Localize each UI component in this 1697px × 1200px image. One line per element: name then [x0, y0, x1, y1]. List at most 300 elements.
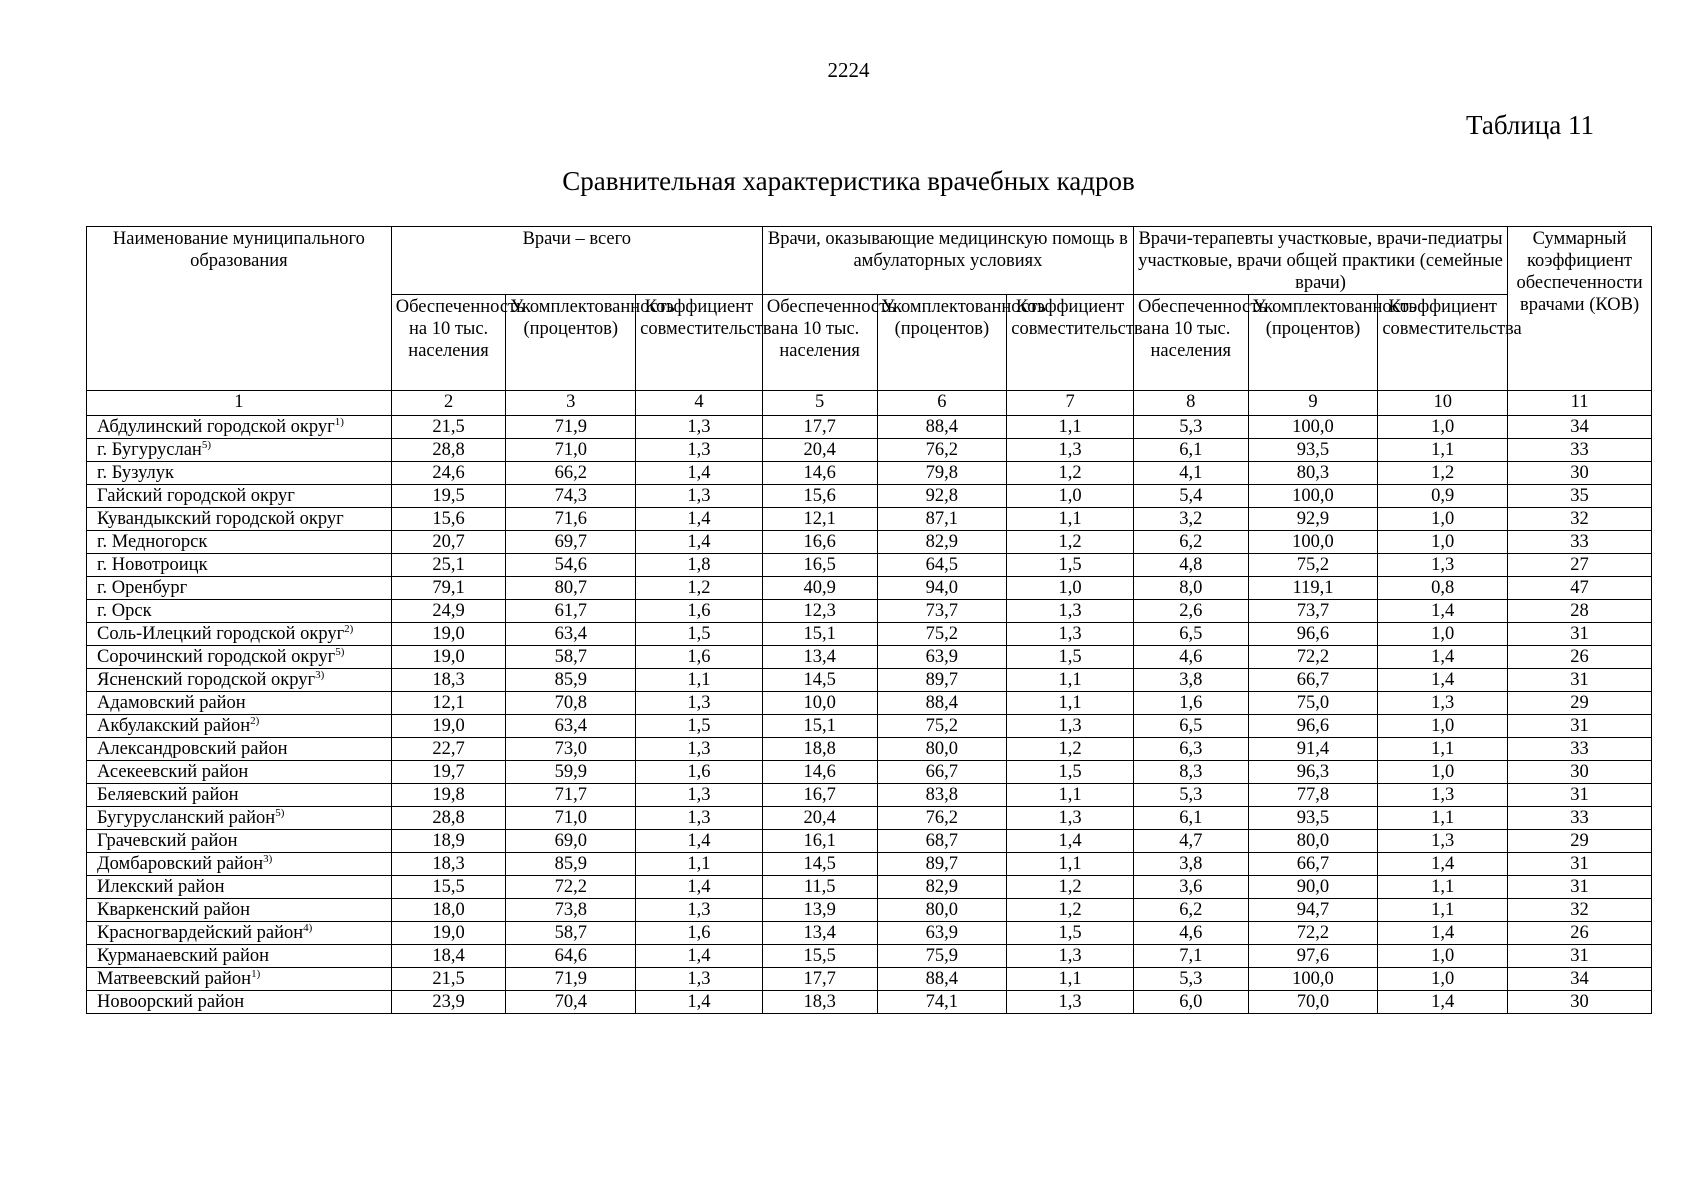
value-cell: 1,0 [1378, 623, 1508, 646]
municipality-name-cell [87, 554, 392, 577]
value-cell: 88,4 [877, 692, 1007, 715]
municipality-name: г. Бузулук [97, 463, 174, 483]
table-row [87, 485, 1652, 508]
value-cell: 25,1 [391, 554, 506, 577]
municipality-name: г. Оренбург [97, 578, 188, 598]
header-coefficient: Коэффициент совместительства [636, 295, 763, 391]
value-cell: 18,9 [391, 830, 506, 853]
value-cell: 66,7 [1248, 853, 1378, 876]
value-cell: 3,6 [1133, 876, 1248, 899]
value-cell: 15,1 [762, 623, 877, 646]
value-cell: 1,1 [1378, 899, 1508, 922]
value-cell: 31 [1508, 669, 1652, 692]
municipality-name: Домбаровский район [97, 854, 264, 874]
municipality-name-cell [87, 715, 392, 738]
value-cell: 100,0 [1248, 968, 1378, 991]
municipality-name: Бугурусланский район [97, 808, 276, 828]
value-cell: 1,6 [636, 600, 763, 623]
value-cell: 47 [1508, 577, 1652, 600]
footnote-marker: 2) [250, 714, 260, 727]
value-cell: 93,5 [1248, 807, 1378, 830]
value-cell: 1,2 [636, 577, 763, 600]
value-cell: 80,3 [1248, 462, 1378, 485]
value-cell: 26 [1508, 922, 1652, 945]
value-cell: 17,7 [762, 968, 877, 991]
value-cell: 1,1 [1007, 416, 1134, 439]
value-cell: 1,4 [1378, 646, 1508, 669]
municipality-name: Красногвардейский район [97, 923, 304, 943]
value-cell: 75,9 [877, 945, 1007, 968]
value-cell: 5,3 [1133, 784, 1248, 807]
municipality-name: Асекеевский район [97, 762, 249, 782]
value-cell: 68,7 [877, 830, 1007, 853]
value-cell: 1,5 [1007, 554, 1134, 577]
value-cell: 1,0 [1378, 968, 1508, 991]
value-cell: 6,1 [1133, 439, 1248, 462]
value-cell: 92,8 [877, 485, 1007, 508]
column-number: 4 [636, 391, 763, 416]
municipality-name: Новоорский район [97, 992, 245, 1012]
value-cell: 1,3 [1378, 692, 1508, 715]
value-cell: 1,4 [636, 945, 763, 968]
municipality-name: Матвеевский район [97, 969, 252, 989]
value-cell: 100,0 [1248, 485, 1378, 508]
value-cell: 1,1 [636, 669, 763, 692]
header-staffing: Укомплектованность (процентов) [1248, 295, 1378, 391]
value-cell: 1,3 [636, 968, 763, 991]
value-cell: 20,4 [762, 807, 877, 830]
value-cell: 19,0 [391, 623, 506, 646]
municipality-name: Грачевский район [97, 831, 238, 851]
value-cell: 12,3 [762, 600, 877, 623]
value-cell: 1,5 [1007, 922, 1134, 945]
column-number: 1 [87, 391, 392, 416]
value-cell: 19,8 [391, 784, 506, 807]
value-cell: 92,9 [1248, 508, 1378, 531]
value-cell: 1,4 [1378, 991, 1508, 1014]
value-cell: 4,6 [1133, 646, 1248, 669]
footnote-marker: 3) [315, 668, 325, 681]
value-cell: 66,7 [877, 761, 1007, 784]
table-row [87, 853, 1652, 876]
footnote-marker: 3) [263, 852, 273, 865]
value-cell: 14,6 [762, 761, 877, 784]
value-cell: 6,3 [1133, 738, 1248, 761]
value-cell: 24,9 [391, 600, 506, 623]
value-cell: 8,3 [1133, 761, 1248, 784]
value-cell: 1,0 [1378, 715, 1508, 738]
value-cell: 6,2 [1133, 531, 1248, 554]
value-cell: 1,2 [1007, 531, 1134, 554]
value-cell: 4,6 [1133, 922, 1248, 945]
table-row [87, 692, 1652, 715]
value-cell: 22,7 [391, 738, 506, 761]
table-row [87, 761, 1652, 784]
table-row [87, 876, 1652, 899]
header-name-column: Наименование муниципального образования [87, 227, 392, 391]
value-cell: 74,3 [506, 485, 636, 508]
value-cell: 6,0 [1133, 991, 1248, 1014]
value-cell: 71,7 [506, 784, 636, 807]
value-cell: 5,4 [1133, 485, 1248, 508]
value-cell: 75,0 [1248, 692, 1378, 715]
header-coefficient: Коэффициент совместительства [1007, 295, 1134, 391]
municipality-name: Ясненский городской округ [97, 670, 316, 690]
value-cell: 1,0 [1007, 577, 1134, 600]
value-cell: 20,7 [391, 531, 506, 554]
municipality-name-cell [87, 531, 392, 554]
value-cell: 1,0 [1378, 761, 1508, 784]
value-cell: 1,1 [1378, 738, 1508, 761]
value-cell: 4,1 [1133, 462, 1248, 485]
value-cell: 1,5 [636, 623, 763, 646]
header-staffing: Укомплектованность (процентов) [877, 295, 1007, 391]
value-cell: 82,9 [877, 876, 1007, 899]
value-cell: 1,6 [636, 922, 763, 945]
municipality-name-cell [87, 830, 392, 853]
value-cell: 18,4 [391, 945, 506, 968]
table-row [87, 830, 1652, 853]
value-cell: 1,2 [1007, 738, 1134, 761]
value-cell: 80,0 [877, 738, 1007, 761]
municipality-name: Курманаевский район [97, 946, 270, 966]
value-cell: 75,2 [877, 715, 1007, 738]
value-cell: 70,0 [1248, 991, 1378, 1014]
value-cell: 80,7 [506, 577, 636, 600]
footnote-marker: 2) [344, 622, 354, 635]
header-group-all-doctors: Врачи – всего [391, 227, 762, 295]
value-cell: 71,6 [506, 508, 636, 531]
value-cell: 6,5 [1133, 715, 1248, 738]
value-cell: 71,0 [506, 439, 636, 462]
municipality-name-cell [87, 991, 392, 1014]
value-cell: 1,3 [1007, 623, 1134, 646]
value-cell: 1,5 [636, 715, 763, 738]
value-cell: 1,5 [1007, 761, 1134, 784]
value-cell: 1,0 [1378, 531, 1508, 554]
value-cell: 34 [1508, 416, 1652, 439]
value-cell: 30 [1508, 462, 1652, 485]
value-cell: 1,3 [636, 899, 763, 922]
value-cell: 31 [1508, 623, 1652, 646]
municipality-name-cell [87, 462, 392, 485]
municipality-name-cell [87, 508, 392, 531]
municipality-name-cell [87, 945, 392, 968]
value-cell: 58,7 [506, 922, 636, 945]
municipality-name-cell [87, 485, 392, 508]
value-cell: 100,0 [1248, 531, 1378, 554]
value-cell: 72,2 [506, 876, 636, 899]
value-cell: 14,5 [762, 669, 877, 692]
value-cell: 2,6 [1133, 600, 1248, 623]
value-cell: 28,8 [391, 807, 506, 830]
value-cell: 14,5 [762, 853, 877, 876]
page-number: 2224 [827, 58, 870, 82]
value-cell: 82,9 [877, 531, 1007, 554]
value-cell: 31 [1508, 876, 1652, 899]
value-cell: 1,3 [1007, 600, 1134, 623]
value-cell: 3,2 [1133, 508, 1248, 531]
municipality-name-cell [87, 876, 392, 899]
value-cell: 97,6 [1248, 945, 1378, 968]
value-cell: 3,8 [1133, 853, 1248, 876]
value-cell: 23,9 [391, 991, 506, 1014]
value-cell: 31 [1508, 715, 1652, 738]
value-cell: 1,4 [636, 876, 763, 899]
value-cell: 6,1 [1133, 807, 1248, 830]
value-cell: 1,4 [1007, 830, 1134, 853]
value-cell: 18,3 [762, 991, 877, 1014]
table-row [87, 439, 1652, 462]
value-cell: 7,1 [1133, 945, 1248, 968]
table-row [87, 968, 1652, 991]
value-cell: 1,0 [1378, 508, 1508, 531]
value-cell: 31 [1508, 853, 1652, 876]
value-cell: 1,6 [1133, 692, 1248, 715]
table-header [87, 227, 1652, 416]
value-cell: 73,8 [506, 899, 636, 922]
value-cell: 73,7 [1248, 600, 1378, 623]
value-cell: 1,6 [636, 761, 763, 784]
value-cell: 33 [1508, 738, 1652, 761]
municipality-name: Адамовский район [97, 693, 246, 713]
municipality-name: Беляевский район [97, 785, 239, 805]
value-cell: 18,3 [391, 669, 506, 692]
value-cell: 4,8 [1133, 554, 1248, 577]
value-cell: 19,0 [391, 715, 506, 738]
column-number: 8 [1133, 391, 1248, 416]
municipality-name-cell [87, 623, 392, 646]
value-cell: 30 [1508, 761, 1652, 784]
municipality-name: Акбулакский район [97, 716, 251, 736]
value-cell: 1,8 [636, 554, 763, 577]
value-cell: 16,6 [762, 531, 877, 554]
municipality-name-cell [87, 807, 392, 830]
value-cell: 71,0 [506, 807, 636, 830]
value-cell: 21,5 [391, 416, 506, 439]
value-cell: 63,9 [877, 646, 1007, 669]
value-cell: 74,1 [877, 991, 1007, 1014]
value-cell: 1,6 [636, 646, 763, 669]
value-cell: 1,3 [1007, 807, 1134, 830]
value-cell: 72,2 [1248, 922, 1378, 945]
value-cell: 1,3 [636, 807, 763, 830]
footnote-marker: 5) [275, 806, 285, 819]
value-cell: 5,3 [1133, 416, 1248, 439]
value-cell: 90,0 [1248, 876, 1378, 899]
table-row [87, 646, 1652, 669]
value-cell: 19,0 [391, 922, 506, 945]
value-cell: 119,1 [1248, 577, 1378, 600]
value-cell: 8,0 [1133, 577, 1248, 600]
value-cell: 15,1 [762, 715, 877, 738]
value-cell: 1,2 [1378, 462, 1508, 485]
value-cell: 1,3 [636, 416, 763, 439]
value-cell: 1,4 [636, 508, 763, 531]
value-cell: 1,3 [1007, 715, 1134, 738]
value-cell: 71,9 [506, 416, 636, 439]
municipality-name-cell [87, 669, 392, 692]
footnote-marker: 4) [303, 921, 313, 934]
value-cell: 18,0 [391, 899, 506, 922]
value-cell: 1,3 [1007, 945, 1134, 968]
value-cell: 21,5 [391, 968, 506, 991]
value-cell: 15,5 [762, 945, 877, 968]
table-row [87, 991, 1652, 1014]
value-cell: 64,5 [877, 554, 1007, 577]
value-cell: 29 [1508, 692, 1652, 715]
value-cell: 1,3 [636, 485, 763, 508]
column-number: 5 [762, 391, 877, 416]
value-cell: 1,4 [1378, 922, 1508, 945]
value-cell: 89,7 [877, 669, 1007, 692]
table-row [87, 807, 1652, 830]
value-cell: 1,3 [1007, 991, 1134, 1014]
municipality-name-cell [87, 761, 392, 784]
column-number: 6 [877, 391, 1007, 416]
value-cell: 69,0 [506, 830, 636, 853]
value-cell: 4,7 [1133, 830, 1248, 853]
value-cell: 71,9 [506, 968, 636, 991]
value-cell: 100,0 [1248, 416, 1378, 439]
value-cell: 64,6 [506, 945, 636, 968]
value-cell: 16,7 [762, 784, 877, 807]
value-cell: 89,7 [877, 853, 1007, 876]
value-cell: 1,1 [1378, 807, 1508, 830]
value-cell: 70,8 [506, 692, 636, 715]
municipality-name-cell [87, 416, 392, 439]
value-cell: 1,4 [636, 462, 763, 485]
value-cell: 1,4 [1378, 600, 1508, 623]
value-cell: 31 [1508, 945, 1652, 968]
municipality-name-cell [87, 600, 392, 623]
value-cell: 63,9 [877, 922, 1007, 945]
value-cell: 87,1 [877, 508, 1007, 531]
value-cell: 14,6 [762, 462, 877, 485]
value-cell: 1,4 [1378, 853, 1508, 876]
value-cell: 80,0 [877, 899, 1007, 922]
table-row [87, 738, 1652, 761]
value-cell: 0,9 [1378, 485, 1508, 508]
value-cell: 33 [1508, 531, 1652, 554]
table-row [87, 554, 1652, 577]
value-cell: 76,2 [877, 439, 1007, 462]
municipality-name-cell [87, 784, 392, 807]
value-cell: 73,7 [877, 600, 1007, 623]
value-cell: 15,6 [762, 485, 877, 508]
value-cell: 28 [1508, 600, 1652, 623]
value-cell: 13,4 [762, 646, 877, 669]
value-cell: 19,7 [391, 761, 506, 784]
table-body [87, 416, 1652, 1014]
value-cell: 1,3 [1378, 784, 1508, 807]
value-cell: 13,4 [762, 922, 877, 945]
value-cell: 83,8 [877, 784, 1007, 807]
municipality-name: г. Орск [97, 601, 152, 621]
value-cell: 59,9 [506, 761, 636, 784]
value-cell: 63,4 [506, 623, 636, 646]
value-cell: 54,6 [506, 554, 636, 577]
value-cell: 93,5 [1248, 439, 1378, 462]
municipality-name-cell [87, 968, 392, 991]
value-cell: 16,5 [762, 554, 877, 577]
value-cell: 88,4 [877, 968, 1007, 991]
column-number: 9 [1248, 391, 1378, 416]
value-cell: 1,1 [1378, 876, 1508, 899]
value-cell: 1,4 [636, 991, 763, 1014]
value-cell: 30 [1508, 991, 1652, 1014]
column-number: 11 [1508, 391, 1652, 416]
value-cell: 1,3 [636, 784, 763, 807]
value-cell: 35 [1508, 485, 1652, 508]
value-cell: 15,5 [391, 876, 506, 899]
value-cell: 1,3 [1378, 830, 1508, 853]
value-cell: 1,1 [1007, 669, 1134, 692]
value-cell: 1,3 [1007, 439, 1134, 462]
table-row [87, 416, 1652, 439]
value-cell: 63,4 [506, 715, 636, 738]
municipality-name-cell [87, 738, 392, 761]
value-cell: 31 [1508, 784, 1652, 807]
footnote-marker: 5) [201, 438, 211, 451]
value-cell: 1,4 [636, 830, 763, 853]
value-cell: 1,3 [1378, 554, 1508, 577]
value-cell: 1,2 [1007, 899, 1134, 922]
municipality-name: г. Медногорск [97, 532, 208, 552]
value-cell: 73,0 [506, 738, 636, 761]
table-row [87, 508, 1652, 531]
table-label: Таблица 11 [1466, 110, 1594, 140]
municipality-name-cell [87, 577, 392, 600]
municipality-name: Соль-Илецкий городской округ [97, 624, 345, 644]
table-row [87, 462, 1652, 485]
value-cell: 1,1 [1378, 439, 1508, 462]
header-coefficient: Коэффициент совместительства [1378, 295, 1508, 391]
value-cell: 26 [1508, 646, 1652, 669]
value-cell: 3,8 [1133, 669, 1248, 692]
value-cell: 1,4 [636, 531, 763, 554]
value-cell: 76,2 [877, 807, 1007, 830]
municipality-name-cell [87, 853, 392, 876]
municipality-name: Кувандыкский городской округ [97, 509, 344, 529]
value-cell: 27 [1508, 554, 1652, 577]
column-number: 3 [506, 391, 636, 416]
value-cell: 1,1 [1007, 692, 1134, 715]
value-cell: 28,8 [391, 439, 506, 462]
value-cell: 75,2 [877, 623, 1007, 646]
value-cell: 1,4 [1378, 669, 1508, 692]
value-cell: 1,0 [1378, 945, 1508, 968]
municipality-name: Александровский район [97, 739, 288, 759]
table-row [87, 945, 1652, 968]
column-number: 7 [1007, 391, 1134, 416]
value-cell: 33 [1508, 807, 1652, 830]
value-cell: 19,0 [391, 646, 506, 669]
document-title: Сравнительная характеристика врачебных кадров [562, 166, 1135, 196]
value-cell: 5,3 [1133, 968, 1248, 991]
value-cell: 1,2 [1007, 462, 1134, 485]
column-number: 10 [1378, 391, 1508, 416]
header-provision: Обеспеченность на 10 тыс. населения [762, 295, 877, 391]
table-row [87, 669, 1652, 692]
municipality-name: Гайский городской округ [97, 486, 295, 506]
value-cell: 96,6 [1248, 715, 1378, 738]
value-cell: 17,7 [762, 416, 877, 439]
value-cell: 6,2 [1133, 899, 1248, 922]
value-cell: 33 [1508, 439, 1652, 462]
value-cell: 1,1 [1007, 508, 1134, 531]
value-cell: 75,2 [1248, 554, 1378, 577]
